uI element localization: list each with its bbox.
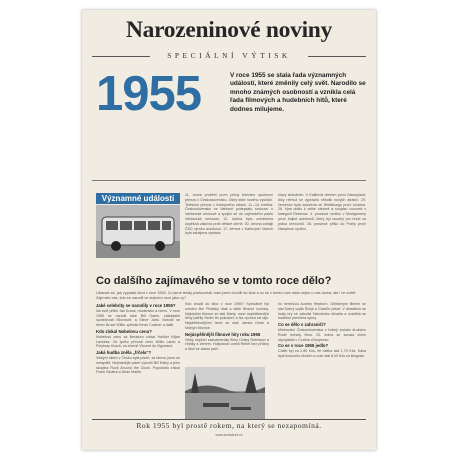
answer-nobel: Nobelovu cenu za literaturu získal Halldór Kiljan Laxness. Za fyziku převzal cenu Willis Lamb a Polykarp Kusch, za chemii Vincent du Vigneaud. <box>96 334 180 349</box>
section-lead: Ukázalo se, jak vypadal život v roce 1955. Co jsme tehdy poslouchali, kam jsme chodili do kina a co se v tomto roce stalo nejen u nás doma, ale i ve světě. Zajímalo vás, kdo se narodil ve stejném roce jako vy? <box>96 291 357 300</box>
answer-music: Velkým hitem v Česku byla píseň, za kterou jsme se nestyděli. Nejhranější píseň vytvořil Bill Haley a jeho skupina Rock Around the Clock. Popularitu získal Frank Sinatra a Dean Martin. <box>96 355 180 375</box>
events-column-1: 11. února proběhl první přímý televizní sportovní přenos v Československu. Ostrý start nového vysílání. Televizní přenos z hokejového utkání. 11.–14. května: Československo ve Varšavě podepsalo smlouvu o Varšavské smlouvě a spojilo se do vojenského paktu Varšavská smlouva. 12. dubna byla oznámena úspěšná vakcína proti dětské obrně. 30. června zahájil ČKD výrobu autobusu. 17. června v Karlových Varech byla zahájena výstava. <box>185 193 273 236</box>
footer-slogan: Rok 1955 byl prostě rokem, na který se nezapomíná. <box>136 421 322 430</box>
river-photo <box>185 367 265 419</box>
question-celebrities: Jaké celebrity se narodily v roce 1955? <box>96 303 176 308</box>
events-column-2: hlavy ztotožněn. V Kalifornii otevřen první Disneyland, díky němuž se vypravilo několik nových atrakcí. 29. července byla založena ve Wolfsburgu první továrna. 26. října došlo k velké obnově a soupisu vozovek v kategorii Rebecca. 4. prosince vzniklo v Montgomery první bojkot autobusů, který byl osudný pro hnutí za práva černochů. 28. prosince přišlo do Prahy první čistopisné vydání. <box>278 193 366 231</box>
newspaper-masthead: Narozeninové noviny <box>125 17 333 43</box>
subtitle: SPECIÁLNÍ VÝTISK <box>167 51 291 60</box>
newspaper-page <box>82 10 376 450</box>
question-music: Jaká hudba zněla „frčela“? <box>96 350 152 356</box>
subtitle-row <box>92 51 366 61</box>
question-nobel: Kdo získal Nobelovu cenu? <box>96 328 152 334</box>
question-food: Co se v roce 1955 jedlo? <box>278 343 329 349</box>
bus-photo <box>96 205 180 258</box>
section-heading: Co dalšího zajímavého se v tomto roce dělo? <box>96 275 332 287</box>
right-column <box>278 302 366 417</box>
website-url: www.kodiabuni.cz <box>215 433 243 437</box>
year-headline: 1955 <box>96 67 202 121</box>
footer-rule <box>92 419 366 420</box>
left-column <box>96 302 180 417</box>
events-section-title: Významné události <box>96 193 180 204</box>
middle-column <box>185 302 269 366</box>
answer-food: Chléb byl za 2,80 Kčs, litr mléka stál 1,70 Kčs. Káva byla luxusním zbožím a cukr stál 8,40 Kčs za kilogram. <box>278 349 366 358</box>
intro-text: V roce 1955 se stala řada významných událostí, které změnily celý svět. Narodilo se mnoho známých osobností a vznikla celá řada filmových a hudebních hitů, které dodnes milujeme. <box>230 72 366 113</box>
question-films: Nejúspěšnější filmové hity roku 1955 <box>185 331 261 337</box>
answer-abroad: Mistrovství Československa v hokeji získalo družstvo Rudé hvězdy Brno. 22. ledna se konala zimní olympiáda v Cortina d'Ampezzo. <box>278 327 366 342</box>
divider-rule <box>92 180 366 181</box>
middle-text: Kdo chodil do kina v roce 1955? Speciálně byl uveden film Pirátský drak a další filmové novinky. Nejlepším filmem se stal Marty, mezi nejoblíbenější filmy patřily Sedm let pokušení a Na východ od ráje. Nejoblíbenějšími herci se stali James Dean a Marilyn Monroe. <box>185 302 269 330</box>
answer-celebrities: Na svět přišel Jan Kraus, moderátor a herec. V roce 1955 se narodil také Bill Gates, zakladatel společnosti Microsoft, a Steve Jobs. Narodil se herec Bruce Willis, zpěvák Kevin Costner a další. <box>96 308 180 328</box>
right-text: ho herečkou Audrey Hepburn. Oblíbeným filmem se stal Dobrý voják Švejk a Císařův pekař. V divadlech se hrály hry ze zákulisí Národního divadla a uváděla se hudební premiéra opery. <box>278 302 366 321</box>
question-abroad: Co se dělo v zahraničí? <box>278 322 326 328</box>
answer-films: Velký úspěch zaznamenaly filmy Ceský Robinson a Hrátky s čertem. Hollywood uvedl Rebel bez příčiny a Muž se zlatou paží. <box>185 337 269 352</box>
